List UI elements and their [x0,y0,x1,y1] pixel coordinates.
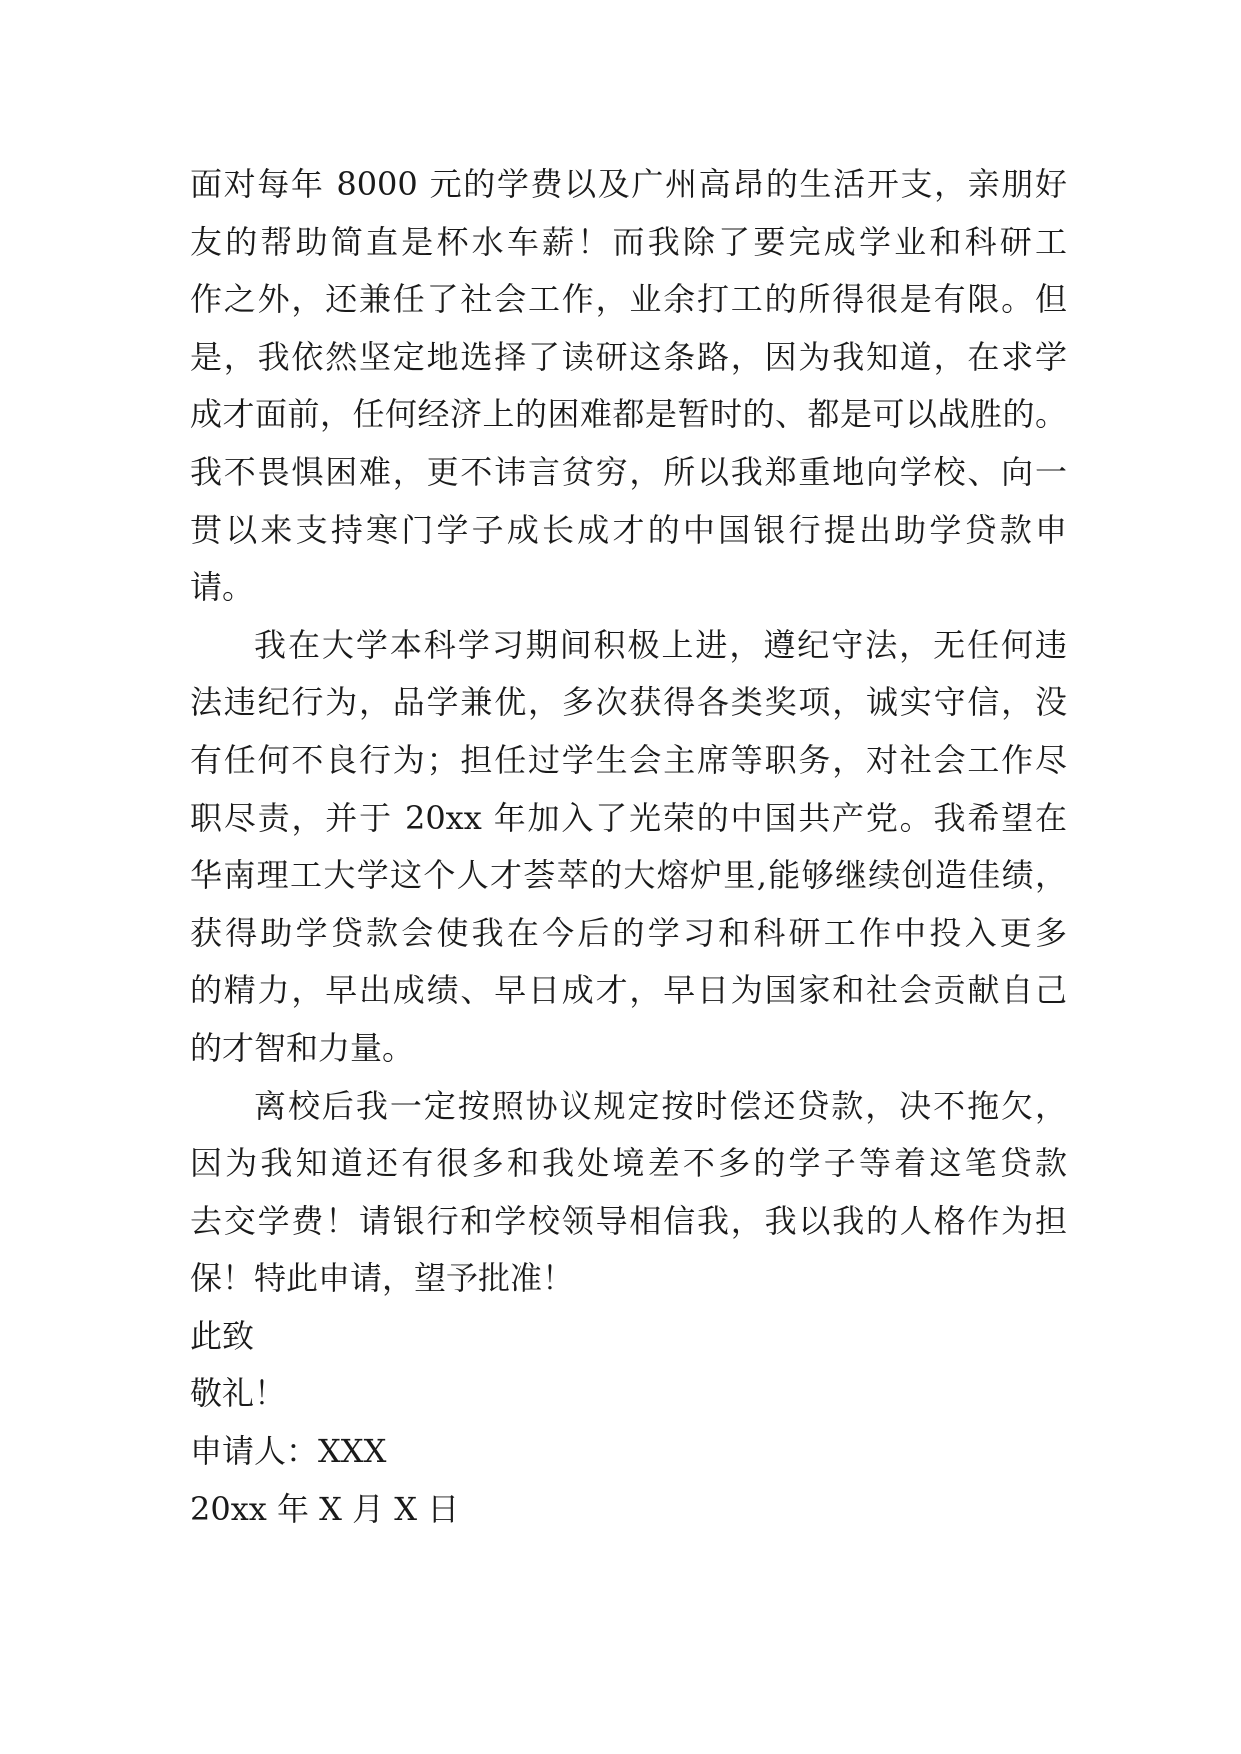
text-line: 华南理工大学这个人才荟萃的大熔炉里,能够继续创造佳绩， [190,856,1067,895]
text-line: 作之外，还兼任了社会工作，业余打工的所得很是有限。但 [190,280,1067,319]
letter-date: 20xx 年 X 月 X 日 [190,1489,460,1528]
text-line: 面对每年 8000 元的学费以及广州高昂的生活开支，亲朋好 [190,165,1067,203]
applicant-signature: 申请人：XXX [190,1432,387,1471]
letter-page [190,156,1067,1538]
text-line: 法违纪行为，品学兼优，多次获得各类奖项，诚实守信，没 [190,683,1067,722]
text-line: 获得助学贷款会使我在今后的学习和科研工作中投入更多 [190,913,1067,952]
text-line: 保！特此申请，望予批准！ [190,1259,575,1298]
text-line: 我不畏惧困难，更不讳言贫穷，所以我郑重地向学校、向一 [190,452,1067,491]
text-line: 的精力，早出成绩、早日成才，早日为国家和社会贡献自己 [190,971,1067,1010]
paragraph-achievements [190,617,1067,1078]
salutation-cizhi: 此致 [190,1316,255,1355]
text-line: 的才智和力量。 [190,1028,415,1067]
text-line: 请。 [190,568,255,607]
paragraph-financial-need [190,156,1067,617]
paragraph-repayment-promise [190,1078,1067,1308]
text-line: 贯以来支持寒门学子成长成才的中国银行提出助学贷款申 [190,510,1067,549]
text-line: 因为我知道还有很多和我处境差不多的学子等着这笔贷款 [190,1144,1067,1183]
text-line: 友的帮助简直是杯水车薪！而我除了要完成学业和科研工 [190,222,1067,261]
text-line: 有任何不良行为；担任过学生会主席等职务，对社会工作尽 [190,740,1067,779]
text-line: 我在大学本科学习期间积极上进，遵纪守法，无任何违 [254,625,1067,664]
text-line: 成才面前，任何经济上的困难都是暂时的、都是可以战胜的。 [190,395,1067,434]
text-line: 职尽责，并于 20xx 年加入了光荣的中国共产党。我希望在 [190,798,1067,837]
text-line: 离校后我一定按照协议规定按时偿还贷款，决不拖欠， [254,1086,1067,1125]
text-line: 去交学费！请银行和学校领导相信我，我以我的人格作为担 [190,1201,1067,1240]
salutation-jingli: 敬礼！ [190,1374,287,1413]
text-line: 是，我依然坚定地选择了读研这条路，因为我知道，在求学 [190,337,1067,376]
